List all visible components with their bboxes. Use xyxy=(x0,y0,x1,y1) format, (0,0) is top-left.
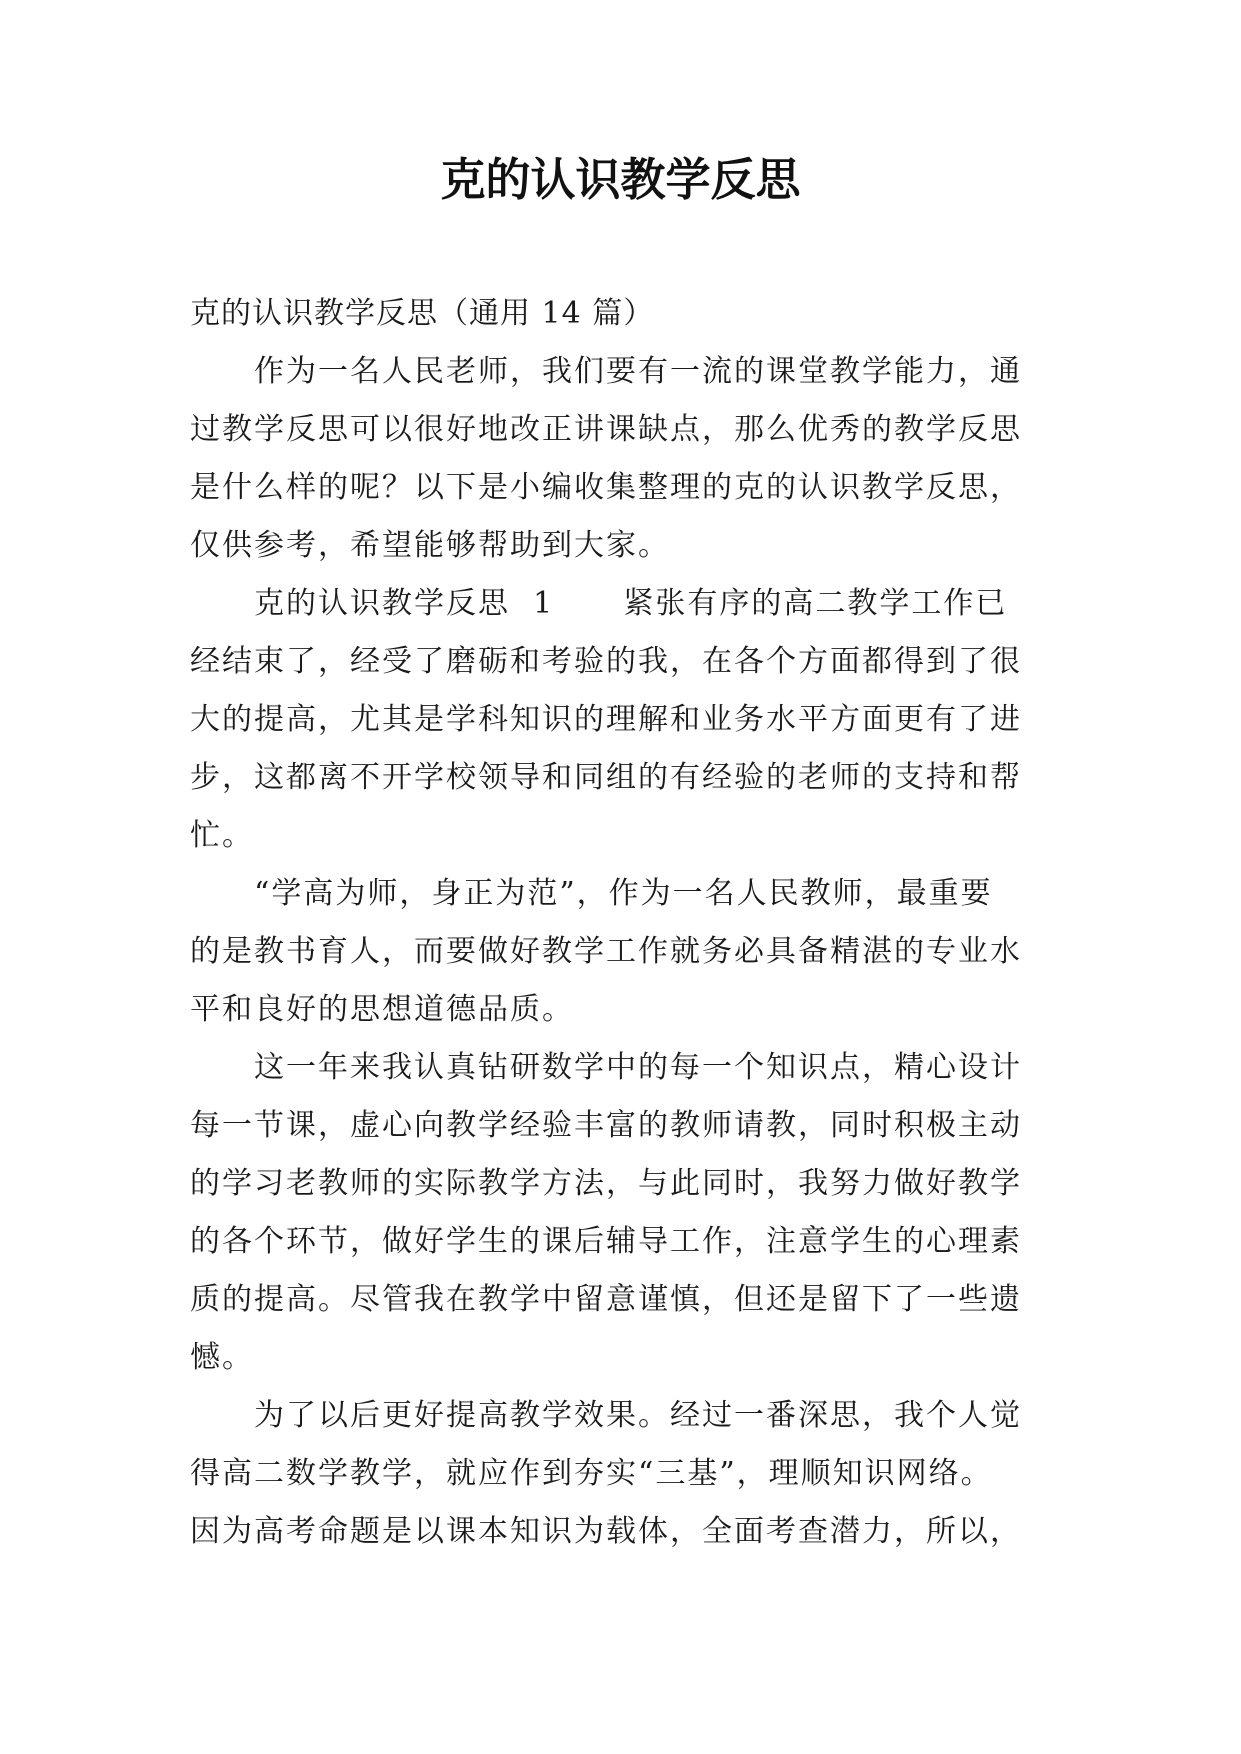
paragraph-line: 作为一名人民老师，我们要有一流的课堂教学能力，通 xyxy=(254,354,1022,389)
paragraph xyxy=(190,1387,1060,1561)
paragraph-line: 的是教书育人，而要做好教学工作就务必具备精湛的专业水 xyxy=(190,934,1022,969)
paragraph-line: 的各个环节，做好学生的课后辅导工作，注意学生的心理素 xyxy=(190,1224,1022,1259)
paragraph-line: 憾。 xyxy=(190,1340,254,1375)
paragraph-line: 这一年来我认真钻研数学中的每一个知识点，精心设计 xyxy=(254,1050,1022,1085)
paragraph-line: 过教学反思可以很好地改正讲课缺点，那么优秀的教学反思 xyxy=(190,412,1022,447)
paragraph xyxy=(190,575,1060,865)
paragraph-line: 每一节课，虚心向教学经验丰富的教师请教，同时积极主动 xyxy=(190,1108,1022,1143)
paragraph-line: 是什么样的呢？以下是小编收集整理的克的认识教学反思， xyxy=(190,470,1022,505)
paragraph-line: 得高二数学教学，就应作到夯实“三基”，理顺知识网络。 xyxy=(190,1456,993,1491)
paragraph-line: 为了以后更好提高教学效果。经过一番深思，我个人觉 xyxy=(254,1398,1022,1433)
paragraph-line: 仅供参考，希望能够帮助到大家。 xyxy=(190,528,670,563)
paragraph-line: 的学习老教师的实际教学方法，与此同时，我努力做好教学 xyxy=(190,1166,1022,1201)
paragraph-line: 平和良好的思想道德品质。 xyxy=(190,992,574,1027)
paragraph-line: 质的提高。尽管我在教学中留意谨慎，但还是留下了一些遗 xyxy=(190,1282,1022,1317)
paragraph-line: 经结束了，经受了磨砺和考验的我，在各个方面都得到了很 xyxy=(190,644,1022,679)
paragraph-line: 克的认识教学反思 1 紧张有序的高二教学工作已 xyxy=(254,586,1008,621)
document-subtitle: 克的认识教学反思（通用 14 篇） xyxy=(190,296,655,331)
paragraph xyxy=(190,865,1060,1039)
paragraph xyxy=(190,343,1060,575)
document-body xyxy=(190,285,1060,1561)
paragraph xyxy=(190,1039,1060,1387)
paragraph-line: 大的提高，尤其是学科知识的理解和业务水平方面更有了进 xyxy=(190,702,1022,737)
paragraph-line: 步，这都离不开学校领导和同组的有经验的老师的支持和帮 xyxy=(190,760,1022,795)
paragraph-line: 因为高考命题是以课本知识为载体，全面考查潜力，所以， xyxy=(190,1514,1022,1549)
document-title: 克的认识教学反思 xyxy=(440,153,801,206)
paragraph-line: “学高为师，身正为范”，作为一名人民教师，最重要 xyxy=(254,876,993,911)
paragraph-line: 忙。 xyxy=(190,818,254,853)
